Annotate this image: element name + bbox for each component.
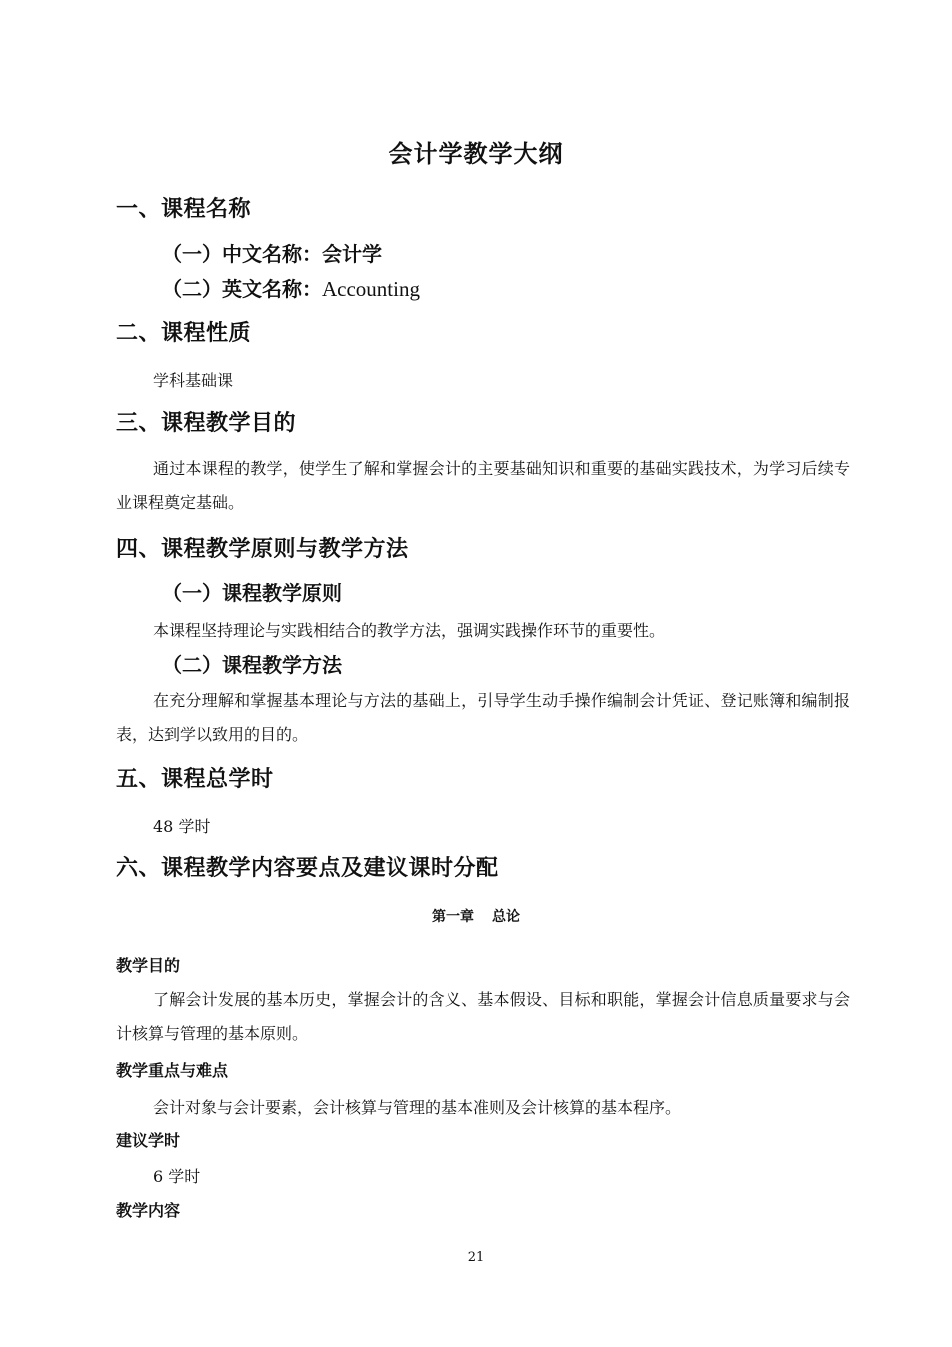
objective-text: 了解会计发展的基本历史，掌握会计的含义、基本假设、目标和职能，掌握会计信息质量要求与会计核算与管理的基本原则。 <box>116 990 850 1043</box>
objective-label: 教学目的 <box>116 956 181 975</box>
chinese-name-line: （一）中文名称：会计学 <box>162 242 382 266</box>
total-hours-text: 48 学时 <box>153 817 211 836</box>
english-name-prefix: （二）英文名称： <box>162 277 322 301</box>
section-heading-course-objective: 三、课程教学目的 <box>116 411 297 436</box>
keypoints-label: 教学重点与难点 <box>116 1061 229 1080</box>
page-title: 会计学教学大纲 <box>388 140 564 168</box>
section-heading-total-hours: 五、课程总学时 <box>116 767 274 792</box>
keypoints-text: 会计对象与会计要素，会计核算与管理的基本准则及会计核算的基本程序。 <box>153 1098 682 1117</box>
chapter-title: 总论 <box>492 909 520 925</box>
hours-text: 6 学时 <box>153 1167 201 1186</box>
section-heading-course-nature: 二、课程性质 <box>116 321 252 346</box>
hours-label: 建议学时 <box>116 1131 181 1150</box>
section-heading-principles-methods: 四、课程教学原则与教学方法 <box>116 537 409 562</box>
teaching-principles-text: 本课程坚持理论与实践相结合的教学方法，强调实践操作环节的重要性。 <box>153 621 666 640</box>
english-name-line <box>162 273 420 302</box>
subheading-teaching-principles: （一）课程教学原则 <box>162 581 342 605</box>
section-heading-content-allocation: 六、课程教学内容要点及建议课时分配 <box>116 856 499 881</box>
subheading-teaching-methods: （二）课程教学方法 <box>162 653 342 677</box>
content-label: 教学内容 <box>116 1201 181 1220</box>
english-name-value: Accounting <box>322 277 420 301</box>
teaching-methods-text: 在充分理解和掌握基本理论与方法的基础上，引导学生动手操作编制会计凭证、登记账簿和编制报表，达到学以致用的目的。 <box>116 691 850 744</box>
chapter-number: 第一章 <box>432 909 474 925</box>
chapter-heading <box>0 906 952 926</box>
course-objective-text: 通过本课程的教学，使学生了解和掌握会计的主要基础知识和重要的基础实践技术，为学习后续专业课程奠定基础。 <box>116 459 850 512</box>
section-heading-course-name: 一、课程名称 <box>116 197 252 222</box>
course-nature-text: 学科基础课 <box>153 371 234 390</box>
page-number: 21 <box>467 1250 485 1265</box>
